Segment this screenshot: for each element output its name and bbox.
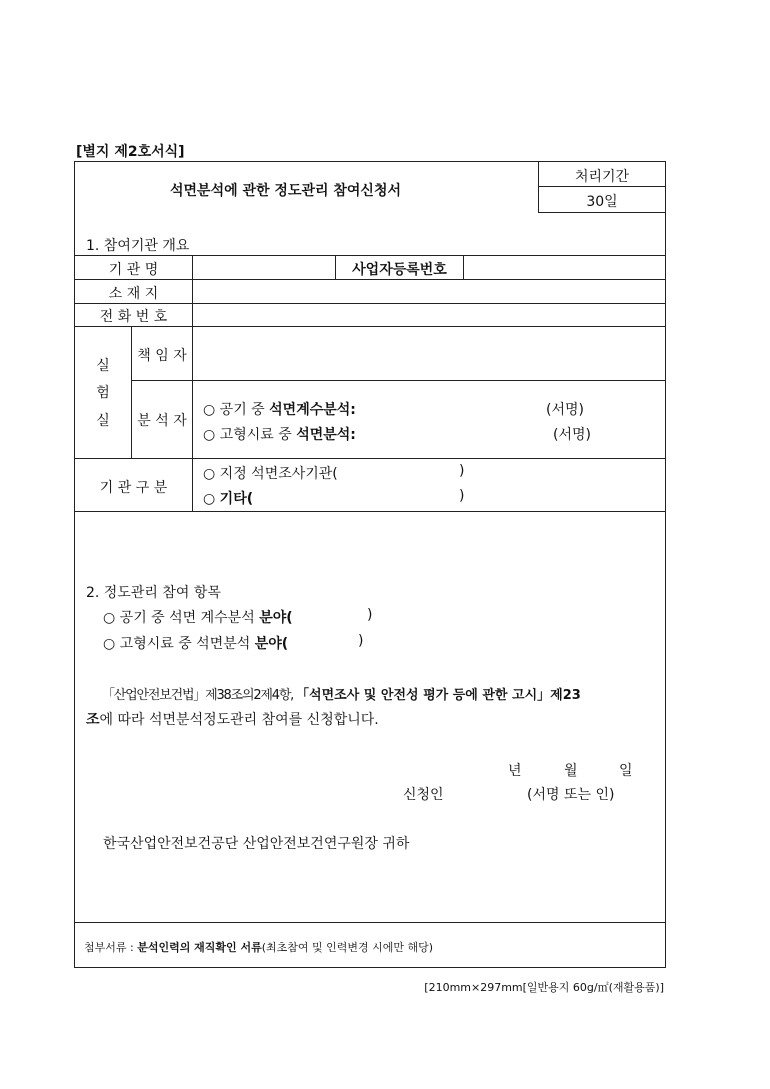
processing-value: 30일: [586, 194, 618, 210]
section2-item-1-prefix: ○ 공기 중 석면 계수분석: [103, 610, 260, 626]
applicant-label: 신청인: [403, 787, 444, 803]
frame-top: [74, 161, 666, 162]
analyst-line-2-bold: 석면분석:: [296, 427, 356, 443]
analyst-line-1: [203, 399, 356, 419]
frame-right: [665, 161, 666, 968]
org-type-opt1: ○ 지정 석면조사기관(: [203, 466, 338, 482]
bizreg-right: [463, 255, 464, 279]
label-col-divider: [192, 255, 193, 511]
row-line-3: [74, 303, 666, 304]
analyst-line-2-prefix: ○ 고형시료 중: [203, 427, 297, 443]
section2-item-2-close: ): [358, 633, 364, 649]
org-type-opt1-close: ): [459, 463, 465, 479]
statement-part-4: 에 따라 석면분석정도관리 참여를 신청합니다.: [99, 712, 379, 728]
lab-label-1: 실: [96, 358, 110, 374]
row-line-4: [74, 326, 666, 327]
statement-part-3: 조: [86, 712, 100, 728]
row-line-2: [74, 279, 666, 280]
section2-item-2: [103, 633, 288, 653]
paper-spec: [210mm×297mm[일반용지 60g/㎡(재활용품)]: [424, 981, 664, 994]
attachments-divider: [74, 922, 666, 923]
biz-reg-label: 사업자등록번호: [352, 262, 447, 278]
row-line-6: [74, 511, 666, 512]
analyst-line-1-bold: 석면계수분석:: [269, 402, 356, 418]
org-type-opt2-circle: ○: [203, 491, 220, 507]
analyst-label: 분 석 자: [137, 413, 187, 429]
date-year: 년: [508, 763, 522, 779]
org-type-opt2-bold: 기타(: [219, 491, 254, 507]
form-title: 석면분석에 관한 정도관리 참여신청서: [170, 183, 402, 199]
row-line-lab-mid: [131, 380, 666, 381]
attachments: [84, 939, 433, 955]
attachments-prefix: 첨부서류 :: [84, 941, 138, 954]
attachments-suffix: (최초참여 및 인력변경 시에만 해당): [261, 941, 434, 954]
address-label: 소 재 지: [108, 286, 159, 302]
analyst-line-2: [203, 424, 356, 444]
analyst-line-1-prefix: ○ 공기 중: [203, 402, 270, 418]
section2-item-1-bold: 분야(: [259, 610, 293, 626]
phone-label: 전 화 번 호: [99, 309, 168, 325]
section1-heading: 1. 참여기관 개요: [86, 238, 190, 254]
org-type-opt2: [203, 488, 253, 508]
frame-bottom: [74, 967, 666, 968]
applicant-sign: (서명 또는 인): [527, 787, 615, 803]
row-line-1: [74, 255, 666, 256]
statement-line-1: [102, 684, 581, 703]
org-name-label: 기 관 명: [108, 262, 159, 278]
section2-item-1-close: ): [367, 607, 373, 623]
lab-label-3: 실: [96, 413, 110, 429]
statement-part-1: 「산업안전보건법」제38조의2제4항,: [102, 688, 297, 703]
section2-item-2-prefix: ○ 고형시료 중 석면분석: [103, 636, 255, 652]
statement-line-2: [86, 709, 379, 729]
analyst-line-2-sign: (서명): [553, 427, 591, 443]
statement-part-2: 「석면조사 및 안전성 평가 등에 관한 고시」제23: [296, 688, 581, 703]
addressee: 한국산업안전보건공단 산업안전보건연구원장 귀하: [103, 836, 410, 852]
org-type-opt2-close: ): [459, 488, 465, 504]
lab-label-2: 험: [96, 385, 110, 401]
attachments-bold: 분석인력의 재직확인 서류: [137, 941, 262, 954]
analyst-line-1-sign: (서명): [546, 402, 584, 418]
row-line-5: [74, 458, 666, 459]
date-day: 일: [619, 763, 633, 779]
form-tag: [별지 제2호서식]: [76, 144, 185, 160]
processing-box-bottom: [538, 212, 666, 213]
section2-heading: 2. 정도관리 참여 항목: [86, 585, 221, 601]
section2-item-2-bold: 분야(: [254, 636, 289, 652]
processing-label: 처리기간: [574, 169, 630, 185]
section2-item-1: [103, 607, 293, 627]
processing-box-mid: [538, 186, 666, 187]
manager-label: 책 임 자: [137, 348, 187, 364]
org-type-label: 기 관 구 분: [99, 480, 168, 496]
date-month: 월: [564, 763, 578, 779]
